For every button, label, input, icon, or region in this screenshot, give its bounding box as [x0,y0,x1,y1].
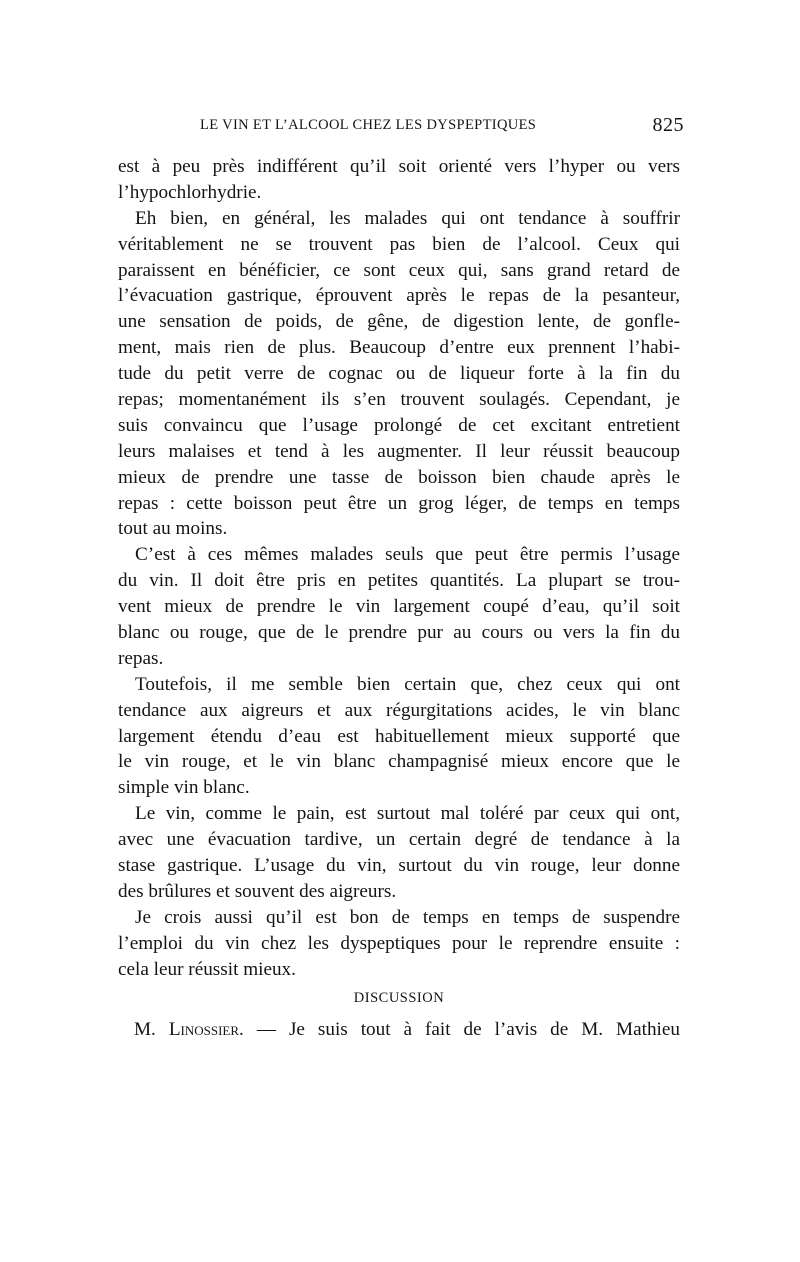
page-number: 825 [652,114,684,136]
text-line: véritablement ne se trouvent pas bien de l’alcool. Ceux qui [118,233,680,255]
text-line: paraissent en bénéficier, ce sont ceux qui, sans grand retard de [118,259,680,281]
speaker-text: — Je suis tout à fait de l’avis de M. Mathieu [256,1019,680,1040]
speaker-name: M. Linossier. [134,1019,244,1040]
text-line: suis convaincu que l’usage prolongé de cet excitant entretient [118,414,680,436]
text-line: une sensation de poids, de gêne, de digestion lente, de gonfle- [118,311,680,333]
text-line: cela leur réussit mieux. [118,958,296,980]
text-line: des brûlures et souvent des aigreurs. [118,880,397,902]
discussion-heading-block [118,988,680,1008]
text-line: l’hypochlorhydrie. [118,181,262,203]
running-header [200,114,684,141]
text-line: Toutefois, il me semble bien certain que, chez ceux qui ont [135,673,680,695]
discussion-heading: DISCUSSION [353,990,445,1006]
text-line: du vin. Il doit être pris en petites quantités. La plupart se trou- [118,570,680,592]
text-line: Je crois aussi qu’il est bon de temps en temps de suspendre [135,906,680,928]
text-line: Le vin, comme le pain, est surtout mal toléré par ceux qui ont, [135,803,680,825]
text-line: est à peu près indifférent qu’il soit orienté vers l’hyper ou vers [118,156,680,177]
text-line: C’est à ces mêmes malades seuls que peut être permis l’usage [135,544,680,566]
text-line: le vin rouge, et le vin blanc champagnisé mieux encore que le [118,751,680,773]
text-line: blanc ou rouge, que de le prendre pur au cours ou vers la fin du [118,622,680,644]
text-line: l’évacuation gastrique, éprouvent après le repas de la pesanteur, [118,285,680,307]
text-line: repas; momentanément ils s’en trouvent soulagés. Cependant, je [118,389,680,411]
text-line: largement étendu d’eau est habituellement mieux supporté que [118,725,680,747]
text-line: l’emploi du vin chez les dyspeptiques pour le reprendre ensuite : [118,932,680,954]
text-line: leurs malaises et tend à les augmenter. Il leur réussit beaucoup [118,440,680,462]
text-line: mieux de prendre une tasse de boisson bien chaude après le [118,466,680,488]
discussion-first-line [134,1016,680,1044]
text-line: avec une évacuation tardive, un certain degré de tendance à la [118,829,680,851]
text-line: stase gastrique. L’usage du vin, surtout du vin rouge, leur donne [118,855,680,877]
text-line: tendance aux aigreurs et aux régurgitations acides, le vin blanc [118,699,680,721]
text-line: Eh bien, en général, les malades qui ont tendance à souffrir [135,207,680,229]
text-line: vent mieux de prendre le vin largement coupé d’eau, qu’il soit [118,596,680,618]
body-text [118,154,680,983]
text-line: tout au moins. [118,518,228,540]
text-line: repas. [118,647,164,669]
text-line: simple vin blanc. [118,777,250,799]
text-line: repas : cette boisson peut être un grog léger, de temps en temps [118,492,680,514]
text-line: ment, mais rien de plus. Beaucoup d’entre eux prennent l’habi- [118,337,680,359]
text-line: tude du petit verre de cognac ou de liqueur forte à la fin du [118,363,680,385]
running-title: LE VIN ET L’ALCOOL CHEZ LES DYSPEPTIQUES [200,117,537,133]
